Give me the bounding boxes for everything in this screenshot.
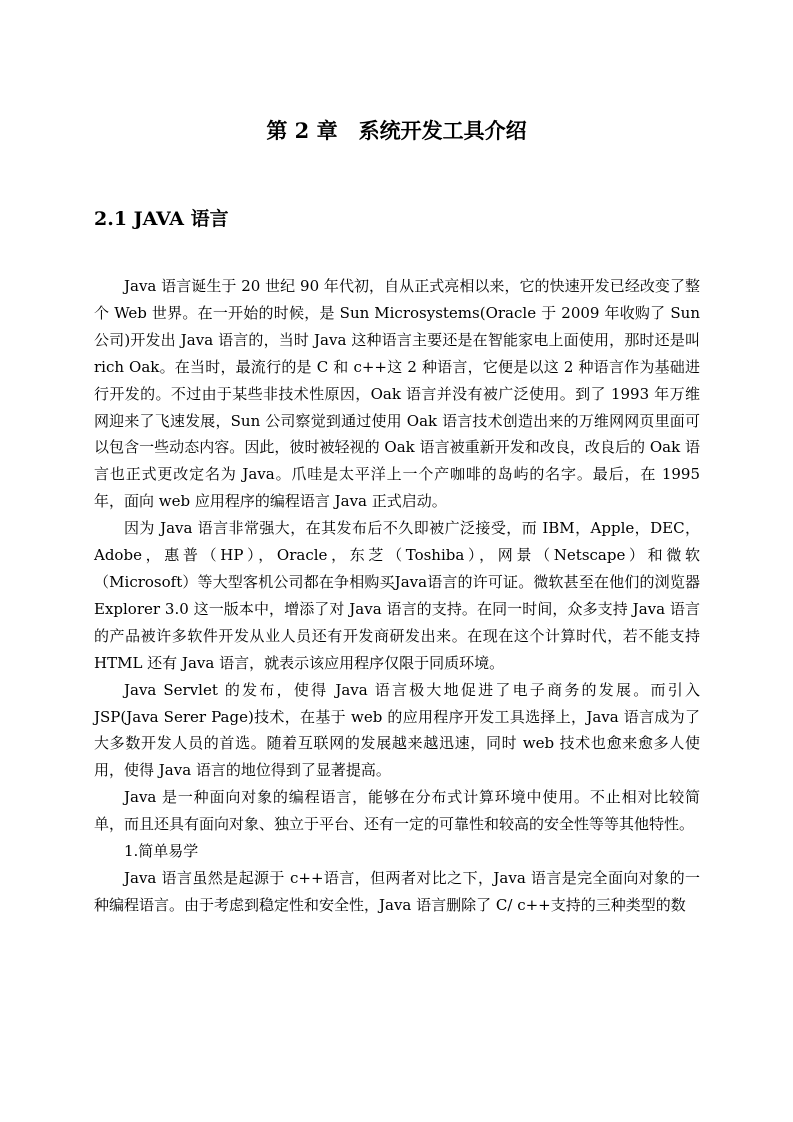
paragraph: 因为 Java 语言非常强大，在其发布后不久即被广泛接受，而 IBM，Apple，DEC，Adobe，惠普（HP），Oracle，东芝（Toshiba），网景（Netscape）和微软（Microsoft）等大型客机公司都在争相购买Java语言的许可证。微软甚至在他们的浏览器 Explorer 3.0 这一版本中，增添了对 Java 语言的支持。在同一时间，众多支持 Java 语言的产品被许多软件开发从业人员还有开发商研发出来。在现在这个计算时代，若不能支持 HTML 还有 Java 语言，就表示该应用程序仅限于同质环境。 <box>94 519 700 672</box>
list-item-heading: 1.简单易学 <box>124 842 199 861</box>
chapter-title: 第 2 章 系统开发工具介绍 <box>266 118 527 143</box>
section-title: 2.1 JAVA 语言 <box>94 208 229 230</box>
body-text <box>94 273 700 919</box>
paragraph: Java Servlet 的发布，使得 Java 语言极大地促进了电子商务的发展。而引入 JSP(Java Serer Page)技术，在基于 web 的应用程序开发工具选择上，Java 语言成为了大多数开发人员的首选。随着互联网的发展越来越迅速，同时 web 技术也愈来愈多人使用，使得 Java 语言的地位得到了显著提高。 <box>94 680 700 780</box>
list-item-text: Java 语言虽然是起源于 c++语言，但两者对比之下，Java 语言是完全面向对象的一种编程语言。由于考虑到稳定性和安全性，Java 语言删除了 C/ c++支持的三种类型的数 <box>94 868 700 914</box>
paragraph: Java 是一种面向对象的编程语言，能够在分布式计算环境中使用。不止相对比较简单，而且还具有面向对象、独立于平台、还有一定的可靠性和较高的安全性等等其他特性。 <box>94 788 700 834</box>
paragraph: Java 语言诞生于 20 世纪 90 年代初，自从正式亮相以来，它的快速开发已经改变了整个 Web 世界。在一开始的时候，是 Sun Microsystems(Oracle 于 2009 年收购了 Sun 公司)开发出 Java 语言的，当时 Java 这种语言主要还是在智能家电上面使用，那时还是叫 rich Oak。在当时，最流行的是 C 和 c++这 2 种语言，它便是以这 2 种语言作为基础进行开发的。不过由于某些非技术性原因，Oak 语言并没有被广泛使用。到了 1993 年万维网迎来了飞速发展，Sun 公司察觉到通过使用 Oak 语言技术创造出来的万维网网页里面可以包含一些动态内容。因此，彼时被轻视的 Oak 语言被重新开发和改良，改良后的 Oak 语言也正式更改定名为 Java。爪哇是太平洋上一个产咖啡的岛屿的名字。最后，在 1995 年，面向 web 应用程序的编程语言 Java 正式启动。 <box>94 277 700 511</box>
